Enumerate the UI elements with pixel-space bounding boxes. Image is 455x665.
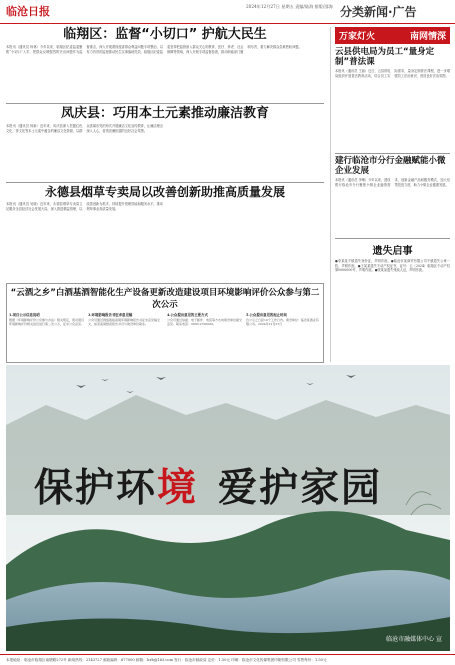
slogan-part-c: 爱护家园 <box>218 465 383 511</box>
notice-column-body: 公众可通过网络链接查阅环境影响报告书征求意见稿全文，如需查阅纸质报告书可与建设单位联系。 <box>88 318 161 327</box>
notice-column-body: 公众可通过信函、电子邮件、电话等方式向建设单位提交意见。联系电话：0883-2700000。 <box>167 318 243 327</box>
notice-column <box>88 312 163 326</box>
article-3-headline: 永德县烟草专卖局以改善创新助推高质量发展 <box>44 185 285 199</box>
notice-column <box>246 312 321 326</box>
divider <box>6 103 324 104</box>
band-left-label: 万家灯火 <box>339 32 376 42</box>
newspaper-logo: 临沧日报 <box>6 5 50 18</box>
column-band <box>335 27 450 44</box>
public-notice <box>6 283 324 363</box>
band-right-label: 南网情深 <box>409 32 446 42</box>
page-footer: 本报地址：临沧市临翔区南塘路272号 新闻热线：2143727 邮政编码：677000 邮箱：lcrb@163.com 发行：临沧市邮政局 定价：1.50元 印刷：临沧市文化传媒集团印刷有限公司 零售每份：1.50元 <box>0 654 455 665</box>
notice-column-body: 根据《环境影响评价公众参与办法》相关规定，现对项目环境影响评价相关信息进行第二次公示，征求公众意见。 <box>9 318 85 327</box>
notice-column <box>9 312 84 326</box>
masthead <box>0 0 455 24</box>
notice-column <box>167 312 242 326</box>
right-article-1-headline: 云县供电局为员工“量身定制”普法课 <box>335 47 435 67</box>
notice-title: “云酒之乡”白酒基酒智能化生产设备更新改造建设项目环境影响评价公众参与第二次公示 <box>10 288 320 310</box>
notice-column-heading: 5.公众提出意见的起止时间 <box>246 313 287 317</box>
article-1-body: 本报讯（通讯员 杨林）今年以来，临翔区纪委监委聚焦“小切口”入手，把群众反映强烈的突出问题作为监督重点，深入开展漠视侵害群众利益问题专项整治，以有力有效的监督推动民生实事落地见效。临翔区纪委监委坚持把监督嵌入群众关心的教育、医疗、养老、社会保障等领域，深入开展专项监督检查，推动职能部门履职尽责，着力解决群众急难愁盼问题。 <box>6 45 302 54</box>
article-3-body: 本报讯（通讯员 吴晓）近年来，永德县烟草专卖局立足服务全县经济社会发展大局，深入推进精益管理，以改善创新为抓手，持续提升管理效能和服务水平，推动烟草事业高质量发展。 <box>6 202 163 211</box>
poster-credit: 临沧市融媒体中心 宣 <box>386 636 442 643</box>
issue-date: 2024年12月27日 星期五 责编/陆海 排版/邵海 <box>246 4 333 9</box>
slogan-part-b: 境 <box>157 465 199 511</box>
lost-notice-body: ●李某某不慎遗失身份证，声明作废。●临沧市某商贸有限公司不慎遗失公章一枚，声明作废。●王某某遗失不动产权证书，证号：云（2024）临翔区不动产权第0000000号，声明作废。●张某某遗失残疾人证，声明作废。 <box>335 259 450 273</box>
article-1-headline: 临翔区：监督“小切口” 护航大民生 <box>63 27 267 42</box>
right-article-2-headline: 建行临沧市分行金融赋能小微企业发展 <box>335 156 446 176</box>
divider <box>335 153 450 154</box>
notice-column-heading: 3.环境影响报告书征求意见稿 <box>88 313 133 317</box>
right-article-1-body: 本报讯（通讯员 王丽）近日，云县供电局组织开展普法教育活动，结合员工实际需求，量身定制普法课程，进一步增强员工法治意识，营造良好法治氛围。 <box>335 69 450 78</box>
article-2-headline: 凤庆县：巧用本土元素推动廉洁教育 <box>60 106 269 121</box>
notice-column-heading: 4.公众提出意见的主要方式 <box>167 313 208 317</box>
notice-grid <box>9 312 321 326</box>
lost-notice-title: 遗失启事 <box>372 246 413 257</box>
notice-column-body: 自公示之日起10个工作日内。建设单位：临沧某酒业有限公司。2024年12月27日 <box>246 318 319 327</box>
notice-column-heading: 1.项目公示信息说明 <box>9 313 40 317</box>
divider <box>335 238 450 239</box>
poster-slogan <box>34 457 382 513</box>
right-article-2-body: 本报讯（通讯员 李琳）今年以来，建设银行临沧市分行聚焦小微企业融资需求，创新金融产品和服务模式，加大信贷投放力度，助力小微企业健康发展。 <box>335 178 450 187</box>
section-title: 分类新闻·广告 <box>340 5 417 19</box>
article-2-body: 本报讯（通讯员 杨新）近年来，凤庆县深入挖掘红色文化、茶文化等本土元素中蕴含的廉洁文化资源，以群众喜闻乐见的形式开展廉洁文化宣传教育，让廉洁理念深入人心，营造崇廉拒腐的良好社会氛围。 <box>6 124 163 133</box>
environment-poster <box>6 365 450 651</box>
divider <box>6 182 324 183</box>
slogan-part-a: 保护环 <box>34 465 158 511</box>
right-column <box>330 27 450 362</box>
